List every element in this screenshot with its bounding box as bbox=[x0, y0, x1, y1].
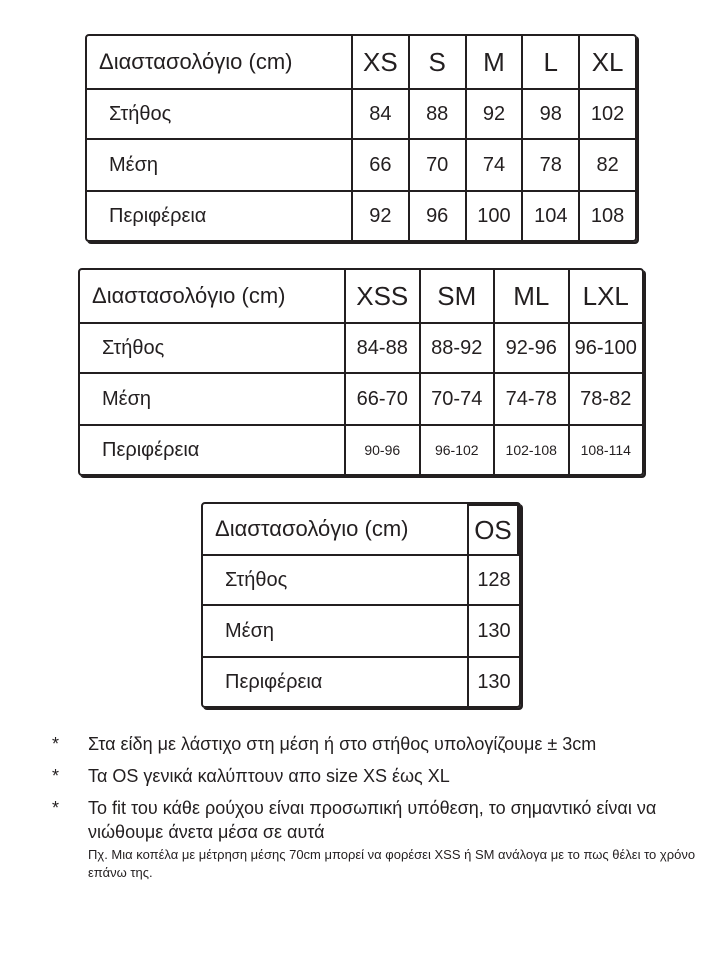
size-table-combined bbox=[78, 268, 644, 476]
table-row bbox=[87, 190, 635, 240]
cell-value: 128 bbox=[467, 554, 519, 604]
size-header: XL bbox=[578, 36, 635, 88]
cell-value: 90-96 bbox=[344, 424, 419, 474]
cell-value: 88 bbox=[408, 88, 465, 138]
table-row bbox=[87, 88, 635, 138]
cell-value: 96 bbox=[408, 190, 465, 240]
size-header: ML bbox=[493, 270, 568, 322]
cell-value: 88-92 bbox=[419, 322, 494, 372]
table-header-row bbox=[80, 270, 642, 322]
cell-value: 102-108 bbox=[493, 424, 568, 474]
row-label: Στήθος bbox=[87, 88, 351, 138]
cell-value: 70-74 bbox=[419, 372, 494, 424]
size-table-standard bbox=[85, 34, 637, 242]
cell-value: 78-82 bbox=[568, 372, 643, 424]
size-header: M bbox=[465, 36, 522, 88]
note-elastic bbox=[52, 732, 712, 756]
size-table-one-size bbox=[201, 502, 521, 708]
size-header: XS bbox=[351, 36, 408, 88]
cell-value: 100 bbox=[465, 190, 522, 240]
note-one-size bbox=[52, 764, 712, 788]
asterisk: * bbox=[52, 766, 60, 786]
cell-value: 104 bbox=[521, 190, 578, 240]
size-header: S bbox=[408, 36, 465, 88]
table-row bbox=[203, 656, 519, 706]
row-label: Περιφέρεια bbox=[87, 190, 351, 240]
size-header: OS bbox=[467, 504, 519, 554]
cell-value: 74-78 bbox=[493, 372, 568, 424]
table-header-row bbox=[87, 36, 635, 88]
table-title: Διαστασολόγιο (cm) bbox=[215, 516, 409, 541]
table-row bbox=[80, 424, 642, 474]
note-example: Πχ. Μια κοπέλα με μέτρηση μέσης 70cm μπορεί να φορέσει XSS ή SM ανάλογα με το πως θέλει το χρόνο επάνω της. bbox=[88, 847, 696, 880]
cell-value: 92 bbox=[351, 190, 408, 240]
note-text: Το fit του κάθε ρούχου είναι προσωπική υπόθεση, το σημαντικό είναι να νιώθουμε άνετα μέσα σε αυτά bbox=[88, 798, 657, 842]
asterisk: * bbox=[52, 734, 60, 754]
cell-value: 82 bbox=[578, 138, 635, 190]
cell-value: 84 bbox=[351, 88, 408, 138]
row-label: Περιφέρεια bbox=[80, 424, 344, 474]
size-header: L bbox=[521, 36, 578, 88]
cell-value: 78 bbox=[521, 138, 578, 190]
cell-value: 92 bbox=[465, 88, 522, 138]
cell-value: 92-96 bbox=[493, 322, 568, 372]
cell-value: 108-114 bbox=[568, 424, 643, 474]
size-header: XSS bbox=[344, 270, 419, 322]
table-title: Διαστασολόγιο (cm) bbox=[99, 49, 293, 74]
cell-value: 98 bbox=[521, 88, 578, 138]
cell-value: 66 bbox=[351, 138, 408, 190]
row-label: Μέση bbox=[80, 372, 344, 424]
table-header-row bbox=[203, 504, 519, 554]
note-fit bbox=[52, 796, 712, 882]
cell-value: 74 bbox=[465, 138, 522, 190]
cell-value: 84-88 bbox=[344, 322, 419, 372]
row-label: Περιφέρεια bbox=[203, 656, 467, 706]
row-label: Στήθος bbox=[203, 554, 467, 604]
cell-value: 108 bbox=[578, 190, 635, 240]
cell-value: 130 bbox=[467, 604, 519, 656]
note-text: Τα OS γενικά καλύπτουν απο size XS έως XL bbox=[88, 766, 450, 786]
table-row bbox=[80, 322, 642, 372]
cell-value: 70 bbox=[408, 138, 465, 190]
row-label: Μέση bbox=[87, 138, 351, 190]
row-label: Μέση bbox=[203, 604, 467, 656]
cell-value: 66-70 bbox=[344, 372, 419, 424]
size-header: LXL bbox=[568, 270, 643, 322]
cell-value: 96-100 bbox=[568, 322, 643, 372]
cell-value: 102 bbox=[578, 88, 635, 138]
asterisk: * bbox=[52, 798, 60, 818]
table-title: Διαστασολόγιο (cm) bbox=[92, 283, 286, 308]
row-label: Στήθος bbox=[80, 322, 344, 372]
size-header: SM bbox=[419, 270, 494, 322]
cell-value: 96-102 bbox=[419, 424, 494, 474]
table-row bbox=[87, 138, 635, 190]
table-row bbox=[203, 604, 519, 656]
size-notes bbox=[52, 732, 712, 890]
cell-value: 130 bbox=[467, 656, 519, 706]
table-row bbox=[80, 372, 642, 424]
table-row bbox=[203, 554, 519, 604]
note-text: Στα είδη με λάστιχο στη μέση ή στο στήθος υπολογίζουμε ± 3cm bbox=[88, 734, 597, 754]
